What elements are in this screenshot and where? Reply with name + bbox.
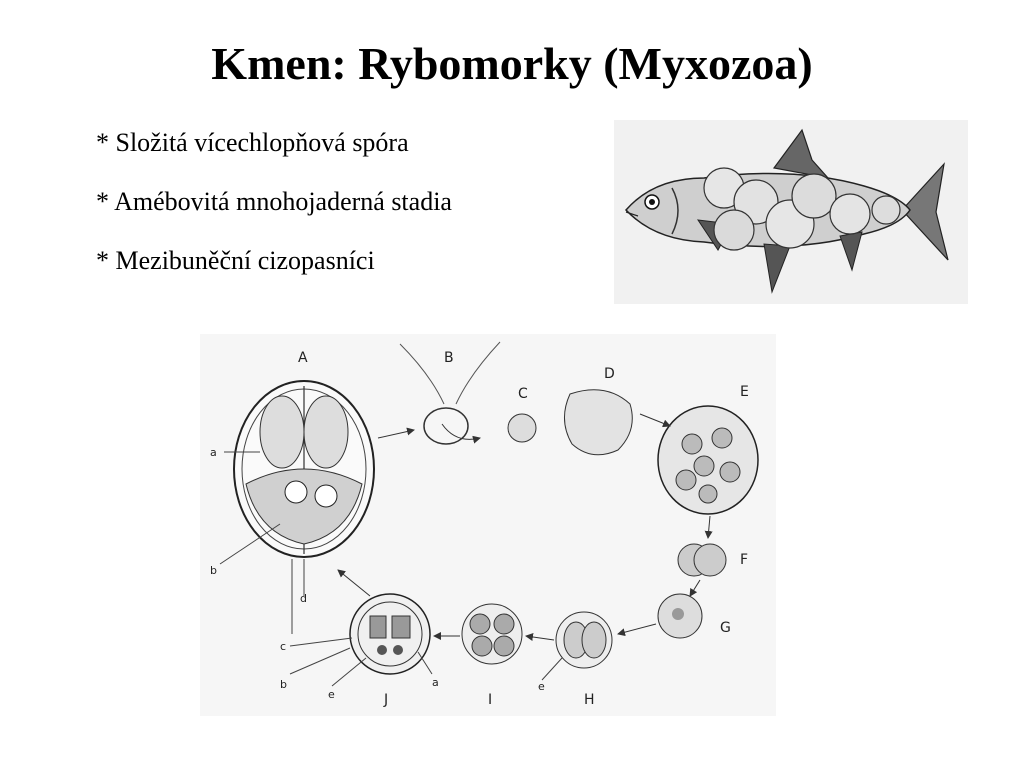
- life-cycle-diagram: [200, 334, 776, 716]
- part-label: e: [538, 680, 545, 693]
- life-cycle-icon: [200, 334, 776, 716]
- stage-label-j: J: [384, 692, 389, 708]
- part-label: e: [328, 688, 335, 701]
- stage-label-a: A: [298, 350, 308, 366]
- bullet-item: * Amébovitá mnohojaderná stadia: [96, 187, 452, 216]
- stage-label-i: I: [488, 692, 493, 708]
- stage-label-f: F: [740, 552, 749, 568]
- stage-label-h: H: [584, 692, 595, 708]
- bullet-list: [96, 128, 452, 305]
- bullet-item: * Mezibuněční cizopasníci: [96, 246, 375, 275]
- slide-title: Kmen: Rybomorky (Myxozoa): [211, 38, 813, 89]
- bullet-item: * Složitá vícechlopňová spóra: [96, 128, 409, 157]
- part-label: b: [210, 564, 217, 577]
- stage-label-d: D: [604, 366, 615, 382]
- part-label: d: [300, 592, 307, 605]
- stage-label-g: G: [720, 620, 731, 636]
- part-label: a: [432, 676, 439, 689]
- stage-label-c: C: [518, 386, 528, 402]
- part-label: a: [210, 446, 217, 459]
- part-label: b: [280, 678, 287, 691]
- stage-label-e: E: [740, 384, 749, 400]
- fish-illustration: [614, 120, 968, 304]
- part-label: c: [280, 640, 287, 653]
- parasitized-fish-icon: [614, 120, 968, 304]
- stage-label-b: B: [444, 350, 454, 366]
